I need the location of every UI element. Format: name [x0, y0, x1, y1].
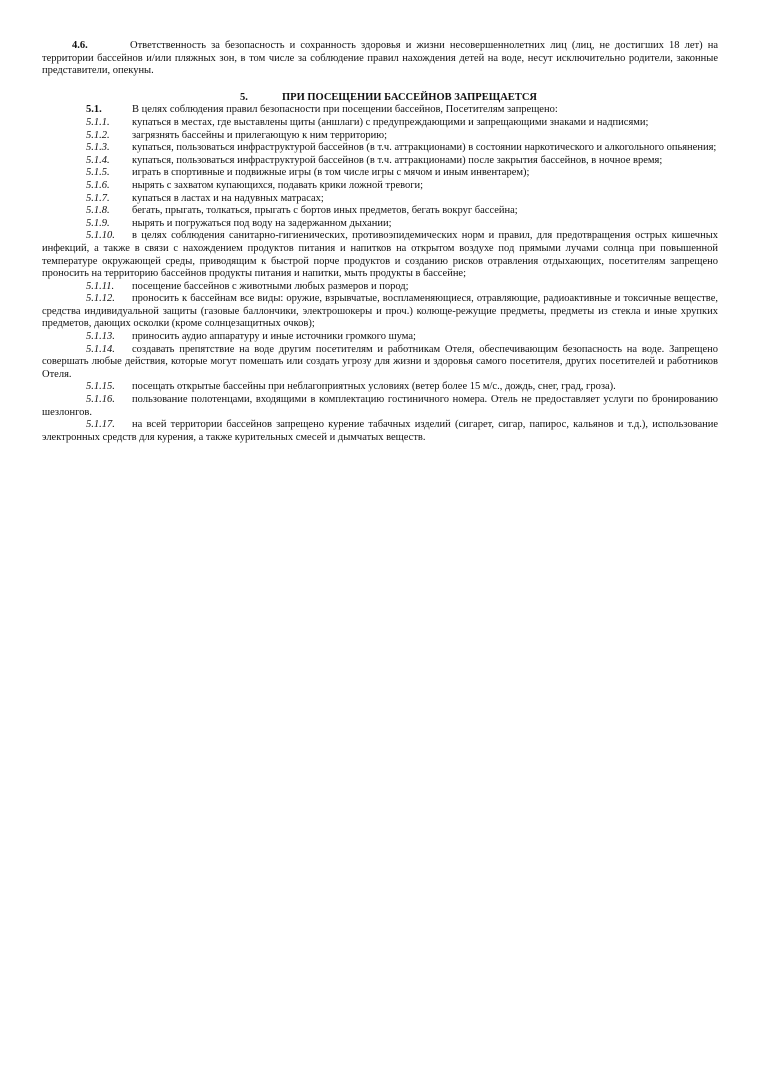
rule-item: [42, 205, 718, 218]
rule-item: [42, 230, 718, 280]
rule-item: [42, 218, 718, 231]
rule-item: [42, 281, 718, 294]
rule-text: загрязнять бассейны и прилегающую к ним территорию;: [132, 129, 388, 141]
intro-paragraph: [42, 40, 718, 78]
rule-item: [42, 394, 718, 419]
rule-text: посещение бассейнов с животными любых размеров и пород;: [132, 280, 409, 292]
rule-text: купаться в ластах и на надувных матрасах;: [132, 192, 324, 204]
rule-text: купаться, пользоваться инфраструктурой бассейнов (в т.ч. аттракционами) в состоянии наркотического и алкогольного опьянения;: [132, 142, 717, 154]
rule-item: [42, 117, 718, 130]
rule-number: 5.1.4.: [86, 154, 110, 166]
rule-text: в целях соблюдения санитарно-гигиенических, противоэпидемических норм и правил, для предотвращения острых кишечных инфекций, а также в связи с нахождением продуктов питания и напитков на открытом воздухе под прямыми лучами солнца при повышенной температуре окружающей среды, приводящим к быстрой порче продуктов и созданию рисков отравления отдыхающих, посетителям запрещено проносить на территорию бассейнов продукты питания и напитки, мыть продукты в бассейне;: [42, 230, 718, 280]
rule-item: [42, 331, 718, 344]
rule-number: 5.1.1.: [86, 116, 110, 128]
rule-text: на всей территории бассейнов запрещено курение табачных изделий (сигарет, сигар, папирос, кальянов и т.д.), использование электронных средств для курения, а также курительных смесей и дымчатых веществ.: [42, 419, 718, 443]
rule-number: 5.1.15.: [86, 381, 115, 393]
rule-number: 5.1.6.: [86, 179, 110, 191]
rule-text: посещать открытые бассейны при неблагоприятных условиях (ветер более 15 м/с., дождь, снег, град, гроза).: [132, 381, 616, 393]
rule-number: 5.1.: [86, 104, 102, 116]
rule-item: [42, 381, 718, 394]
rule-text: нырять с захватом купающихся, подавать крики ложной тревоги;: [132, 179, 424, 191]
rule-number: 5.1.7.: [86, 192, 110, 204]
rule-item: [42, 155, 718, 168]
section-number: 5.: [240, 91, 248, 103]
rule-item: [42, 130, 718, 143]
rule-item: [42, 193, 718, 206]
document-body: [42, 40, 718, 444]
section-heading: [42, 92, 718, 105]
rule-text: купаться в местах, где выставлены щиты (аншлаги) с предупреждающими и запрещающими знаками и надписями;: [132, 116, 649, 128]
rule-item: [42, 180, 718, 193]
rule-number: 5.1.3.: [86, 142, 110, 154]
rule-text: пользование полотенцами, входящими в комплектацию гостиничного номера. Отель не предоставляет услуги по бронированию шезлонгов.: [42, 394, 718, 418]
rule-number: 5.1.14.: [86, 343, 115, 355]
rule-item: [42, 167, 718, 180]
rule-item: [42, 419, 718, 444]
rule-number: 5.1.12.: [86, 293, 115, 305]
rule-number: 5.1.11.: [86, 280, 115, 292]
rule-text: создавать препятствие на воде другим посетителям и работникам Отеля, обеспечивающим безопасность на воде. Запрещено совершать любые действия, которые могут помешать или создать угрозу для жизни и здоровья самого посетителя, других посетителей и работников Отеля.: [42, 343, 718, 380]
rules-list: [42, 104, 718, 444]
rule-number: 5.1.17.: [86, 419, 115, 431]
rule-item: [42, 142, 718, 155]
rule-text: играть в спортивные и подвижные игры (в том числе игры с мячом и иным инвентарем);: [132, 167, 530, 179]
rule-number: 5.1.10.: [86, 230, 115, 242]
rule-number: 5.1.2.: [86, 129, 110, 141]
rule-text: нырять и погружаться под воду на задержанном дыхании;: [132, 217, 392, 229]
rule-text: проносить к бассейнам все виды: оружие, взрывчатые, воспламеняющиеся, отравляющие, радиоактивные и токсичные веществе, средства индивидуальной защиты (газовые баллончики, электрошокеры и проч.) колюще-режущие предметы, предметы из стекла и иные хрупких предметов, дающих осколки (кроме солнцезащитных очков);: [42, 293, 718, 330]
section-title: ПРИ ПОСЕЩЕНИИ БАССЕЙНОВ ЗАПРЕЩАЕТСЯ: [282, 91, 537, 103]
intro-number: 4.6.: [72, 40, 88, 51]
rule-item: [42, 104, 718, 117]
rule-text: бегать, прыгать, толкаться, прыгать с бортов иных предметов, бегать вокруг бассейна;: [132, 205, 518, 217]
intro-text: Ответственность за безопасность и сохранность здоровья и жизни несовершеннолетних лиц (лиц, не достигших 18 лет) на территории бассейнов и/или пляжных зон, в том числе за соблюдение правил нахождения детей на воде, несут исключительно родители, законные представители, опекуны.: [42, 40, 718, 77]
rule-number: 5.1.9.: [86, 217, 110, 229]
rule-number: 5.1.5.: [86, 167, 110, 179]
rule-item: [42, 344, 718, 382]
rule-item: [42, 293, 718, 331]
rule-number: 5.1.16.: [86, 394, 115, 406]
rule-number: 5.1.13.: [86, 331, 115, 343]
rule-text: купаться, пользоваться инфраструктурой бассейнов (в т.ч. аттракционами) после закрытия бассейнов, в ночное время;: [132, 154, 663, 166]
rule-text: приносить аудио аппаратуру и иные источники громкого шума;: [132, 331, 416, 343]
rule-text: В целях соблюдения правил безопасности при посещении бассейнов, Посетителям запрещено:: [132, 104, 558, 116]
rule-number: 5.1.8.: [86, 205, 110, 217]
